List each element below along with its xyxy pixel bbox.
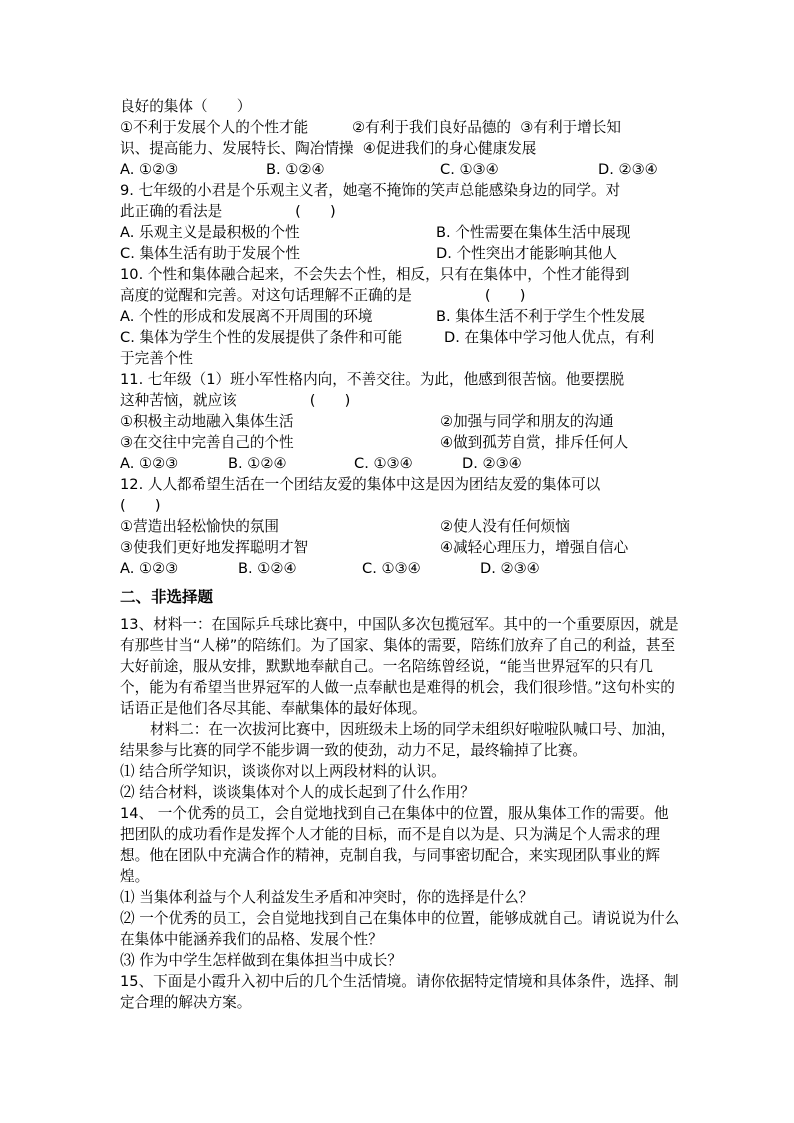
q11-items-row1 (120, 411, 680, 432)
q10-option-b: B. 集体生活不利于学生个性发展 (436, 308, 646, 325)
q11-option-d: D. ②③④ (462, 455, 522, 472)
q12-option-d: D. ②③④ (480, 560, 540, 577)
q12-options (120, 558, 680, 579)
q9-option-d: D. 个性突出才能影响其他人 (436, 245, 618, 262)
q12-option-c: C. ①③④ (362, 560, 421, 577)
q14-subquestion-2: ⑵ 一个优秀的员工，会自觉地找到自己在集体申的位置，能够成就自己。请说说为什么在集体中能涵养我们的品格、发展个性？ (120, 910, 680, 948)
q14-subquestion-1: ⑴ 当集体利益与个人利益发生矛盾和冲突时，你的选择是什么？ (120, 889, 534, 906)
q13-material-two: 材料二：在一次拔河比赛中，因班级未上场的同学未组织好啦啦队喊口号、加油，结果参与比赛的同学不能步调一致的使劲，动力不足，最终输掉了比赛。 (120, 721, 676, 759)
section-heading-non-choice: 二、非选择题 (120, 588, 214, 606)
q11-item-1: ①积极主动地融入集体生活 (120, 413, 294, 430)
q8-stem-end: 良好的集体（ ） (120, 98, 252, 115)
q10-option-d-cont: 于完善个性 (120, 350, 193, 367)
q9-stem-line1: 9. 七年级的小君是个乐观主义者，她毫不掩饰的笑声总能感染身边的同学。对 (120, 182, 621, 199)
q11-stem-line2: 这种苦恼，就应该 ( ) (120, 392, 351, 409)
q13-subquestion-1: ⑴ 结合所学知识，谈谈你对以上两段材料的认识。 (120, 763, 446, 780)
q11-option-b: B. ①②④ (228, 455, 287, 472)
q12-stem-line2: ( ) (120, 497, 161, 514)
q8-option-a: A. ①②③ (120, 161, 179, 178)
q8-option-d: D. ②③④ (598, 161, 658, 178)
q14-subquestion-3: ⑶ 作为中学生怎样做到在集体担当中成长？ (120, 952, 402, 969)
q9-option-c: C. 集体生活有助于发展个性 (120, 245, 301, 262)
q8-option-c: C. ①③④ (440, 161, 499, 178)
exam-page (120, 96, 680, 1013)
q10-options-row1 (120, 306, 680, 327)
q11-item-4: ④做到孤芳自赏，排斥任何人 (440, 434, 629, 451)
q9-options-row1 (120, 222, 680, 243)
q12-item-1: ①营造出轻松愉快的氛围 (120, 518, 280, 535)
q11-items-row2 (120, 432, 680, 453)
q12-items-row2 (120, 537, 680, 558)
q11-item-3: ③在交往中完善自己的个性 (120, 434, 294, 451)
q9-stem-line2: 此正确的看法是 ( ) (120, 203, 336, 220)
q8-items-line1: ①不利于发展个人的个性才能 ②有利于我们良好品德的 ③有利于增长知 (120, 119, 621, 136)
q10-options-row2 (120, 327, 680, 348)
q10-stem-line1: 10. 个性和集体融合起来，不会失去个性，相反，只有在集体中，个性才能得到 (120, 266, 630, 283)
q12-option-a: A. ①②③ (120, 560, 179, 577)
q11-stem-line1: 11. 七年级（1）班小军性格内向，不善交往。为此，他感到很苦恼。他要摆脱 (120, 371, 625, 388)
q13-subquestion-2: ⑵ 结合材料，谈谈集体对个人的成长起到了什么作用？ (120, 784, 475, 801)
q12-item-3: ③使我们更好地发挥聪明才智 (120, 539, 309, 556)
q14-stem: 14、 一个优秀的员工，会自觉地找到自己在集体中的位置，服从集体工作的需要。他把团队的成功看作是发挥个人才能的目标，而不是自以为是、只为满足个人需求的理想。他在团队中充满合作的精神，克制自我，与同事密切配合，来实现团队事业的辉煌。 (120, 805, 669, 885)
q10-stem-line2: 高度的觉醒和完善。对这句话理解不正确的是 ( ) (120, 287, 526, 304)
q12-items-row1 (120, 516, 680, 537)
q11-item-2: ②加强与同学和朋友的沟通 (440, 413, 614, 430)
q9-option-b: B. 个性需要在集体生活中展现 (436, 224, 631, 241)
q9-options-row2 (120, 243, 680, 264)
q13-material-one: 13、材料一：在国际乒乓球比赛中，中国队多次包揽冠军。其中的一个重要原因，就是有那些甘当“人梯”的陪练们。为了国家、集体的需要，陪练们放弃了自己的利益，甚至大好前途，服从安排，默默地奉献自己。一名陪练曾经说，“能当世界冠军的只有几个，能为有希望当世界冠军的人做一点奉献也是难得的机会，我们很珍惜。”这句朴实的话语正是他们各尽其能、奉献集体的最好体现。 (120, 616, 679, 717)
q11-options (120, 453, 680, 474)
q10-option-d: D. 在集体中学习他人优点，有利 (444, 329, 655, 346)
q11-option-c: C. ①③④ (354, 455, 413, 472)
q12-item-2: ②使人没有任何烦恼 (440, 518, 570, 535)
q10-option-a: A. 个性的形成和发展离不开周围的环境 (120, 308, 373, 325)
q8-options (120, 159, 680, 180)
q10-option-c: C. 集体为学生个性的发展提供了条件和可能 (120, 329, 403, 346)
q9-option-a: A. 乐观主义是最积极的个性 (120, 224, 300, 241)
q12-option-b: B. ①②④ (238, 560, 297, 577)
q12-item-4: ④减轻心理压力，增强自信心 (440, 539, 629, 556)
q12-stem-line1: 12. 人人都希望生活在一个团结友爱的集体中这是因为团结友爱的集体可以 (120, 476, 601, 493)
q11-option-a: A. ①②③ (120, 455, 179, 472)
q15-stem: 15、下面是小霞升入初中后的几个生活情境。请你依据特定情境和具体条件，选择、制定合理的解决方案。 (120, 973, 679, 1011)
q8-items-line2: 识、提高能力、发展特长、陶冶情操 ④促进我们的身心健康发展 (120, 140, 537, 157)
q8-option-b: B. ①②④ (266, 161, 325, 178)
